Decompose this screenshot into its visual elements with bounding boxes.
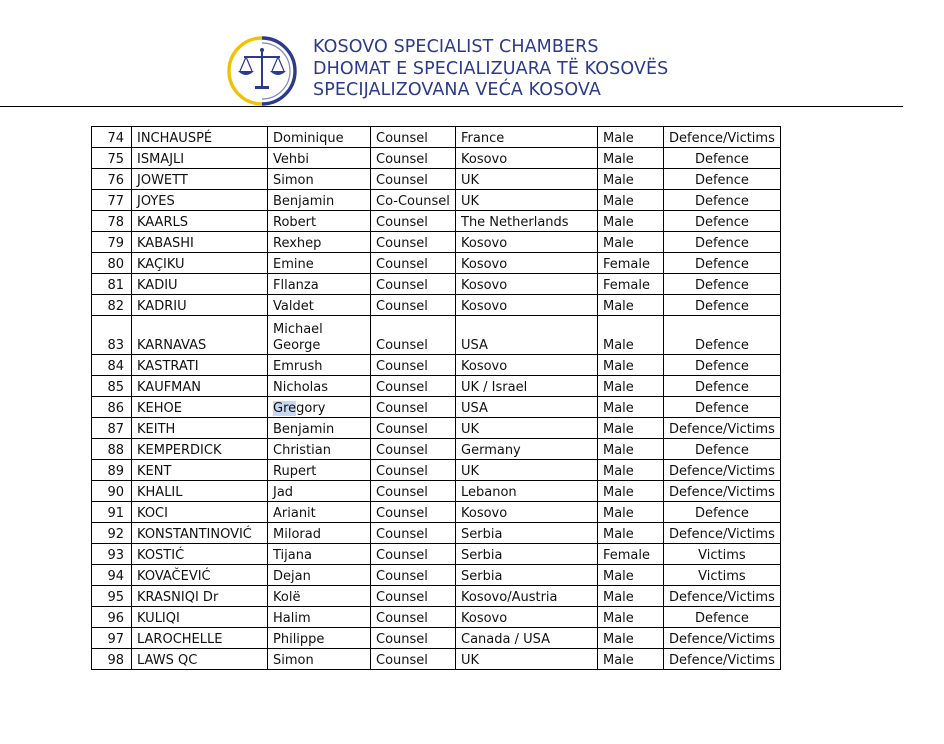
country-cell: Germany: [456, 439, 598, 460]
country-cell: UK: [456, 190, 598, 211]
role-cell: Counsel: [371, 148, 456, 169]
role-cell: Counsel: [371, 376, 456, 397]
side-cell: Defence/Victims: [664, 523, 781, 544]
table-row: [92, 274, 781, 295]
row-number: 85: [92, 376, 132, 397]
gender-cell: Male: [598, 295, 664, 316]
gender-cell: Male: [598, 502, 664, 523]
gender-cell: Female: [598, 274, 664, 295]
gender-cell: Male: [598, 481, 664, 502]
scales-of-justice-icon: [226, 35, 298, 107]
side-cell: Defence: [664, 439, 781, 460]
gender-cell: Male: [598, 190, 664, 211]
surname-cell: KOSTIĆ: [132, 544, 268, 565]
country-cell: Serbia: [456, 565, 598, 586]
table-row: [92, 544, 781, 565]
row-number: 80: [92, 253, 132, 274]
side-cell: Defence: [664, 397, 781, 418]
row-number: 79: [92, 232, 132, 253]
side-cell: Defence: [664, 190, 781, 211]
country-cell: Kosovo: [456, 502, 598, 523]
surname-cell: JOYES: [132, 190, 268, 211]
first-name-cell: Robert: [268, 211, 371, 232]
table-row: [92, 376, 781, 397]
gender-cell: Male: [598, 607, 664, 628]
country-cell: UK: [456, 460, 598, 481]
row-number: 94: [92, 565, 132, 586]
gender-cell: Male: [598, 169, 664, 190]
row-number: 74: [92, 127, 132, 148]
row-number: 98: [92, 649, 132, 670]
row-number: 89: [92, 460, 132, 481]
surname-cell: KONSTANTINOVIĆ: [132, 523, 268, 544]
role-cell: Counsel: [371, 628, 456, 649]
first-name-cell: Dominique: [268, 127, 371, 148]
first-name-cell: Benjamin: [268, 418, 371, 439]
table-row: [92, 523, 781, 544]
first-name-cell: [268, 397, 371, 418]
surname-cell: KRASNIQI Dr: [132, 586, 268, 607]
role-cell: Counsel: [371, 502, 456, 523]
role-cell: Counsel: [371, 649, 456, 670]
surname-cell: KABASHI: [132, 232, 268, 253]
table-row: [92, 127, 781, 148]
side-cell: Defence: [664, 211, 781, 232]
surname-cell: KHALIL: [132, 481, 268, 502]
surname-cell: LAROCHELLE: [132, 628, 268, 649]
role-cell: Counsel: [371, 523, 456, 544]
table-row: [92, 481, 781, 502]
country-cell: UK: [456, 649, 598, 670]
first-name-cell: Emrush: [268, 355, 371, 376]
side-cell: Defence: [664, 376, 781, 397]
side-cell: Defence: [664, 295, 781, 316]
gender-cell: Male: [598, 127, 664, 148]
row-number: 75: [92, 148, 132, 169]
row-number: 86: [92, 397, 132, 418]
surname-cell: KAUFMAN: [132, 376, 268, 397]
gender-cell: Male: [598, 439, 664, 460]
country-cell: Serbia: [456, 544, 598, 565]
side-cell: Victims: [664, 565, 781, 586]
surname-cell: KARNAVAS: [132, 316, 268, 355]
first-name-cell: Milorad: [268, 523, 371, 544]
table-row: [92, 355, 781, 376]
role-cell: Counsel: [371, 316, 456, 355]
first-name-cell: Fllanza: [268, 274, 371, 295]
row-number: 96: [92, 607, 132, 628]
country-cell: Kosovo: [456, 232, 598, 253]
table-row: [92, 232, 781, 253]
surname-cell: KEITH: [132, 418, 268, 439]
row-number: 93: [92, 544, 132, 565]
side-cell: Defence: [664, 502, 781, 523]
role-cell: Counsel: [371, 607, 456, 628]
role-cell: Counsel: [371, 253, 456, 274]
role-cell: Counsel: [371, 397, 456, 418]
org-name-english: KOSOVO SPECIALIST CHAMBERS: [313, 37, 599, 57]
country-cell: Kosovo: [456, 253, 598, 274]
side-cell: Defence: [664, 253, 781, 274]
table-row: [92, 439, 781, 460]
first-name-cell: Rupert: [268, 460, 371, 481]
role-cell: Counsel: [371, 439, 456, 460]
row-number: 76: [92, 169, 132, 190]
table-row: [92, 295, 781, 316]
side-cell: Defence/Victims: [664, 418, 781, 439]
role-cell: Counsel: [371, 274, 456, 295]
role-cell: Counsel: [371, 544, 456, 565]
gender-cell: Female: [598, 544, 664, 565]
row-number: 84: [92, 355, 132, 376]
row-number: 88: [92, 439, 132, 460]
first-name-cell: Dejan: [268, 565, 371, 586]
org-name-serbian: SPECIJALIZOVANA VEĆA KOSOVA: [313, 80, 601, 100]
row-number: 81: [92, 274, 132, 295]
first-name-cell: Valdet: [268, 295, 371, 316]
surname-cell: KEHOE: [132, 397, 268, 418]
country-cell: Kosovo: [456, 274, 598, 295]
role-cell: Counsel: [371, 211, 456, 232]
table-row: [92, 502, 781, 523]
country-cell: Lebanon: [456, 481, 598, 502]
role-cell: Counsel: [371, 460, 456, 481]
row-number: 83: [92, 316, 132, 355]
table-row: [92, 169, 781, 190]
role-cell: Counsel: [371, 586, 456, 607]
gender-cell: Female: [598, 253, 664, 274]
role-cell: Counsel: [371, 418, 456, 439]
country-cell: Kosovo: [456, 295, 598, 316]
side-cell: Defence: [664, 169, 781, 190]
surname-cell: KENT: [132, 460, 268, 481]
surname-cell: KAARLS: [132, 211, 268, 232]
first-name-cell: Jad: [268, 481, 371, 502]
first-name-cell: Nicholas: [268, 376, 371, 397]
document-header: [0, 0, 944, 108]
first-name-cell: Halim: [268, 607, 371, 628]
table-row: [92, 316, 781, 355]
country-cell: Kosovo: [456, 607, 598, 628]
surname-cell: KOCI: [132, 502, 268, 523]
row-number: 91: [92, 502, 132, 523]
row-number: 95: [92, 586, 132, 607]
surname-cell: KADIU: [132, 274, 268, 295]
table-row: [92, 460, 781, 481]
gender-cell: Male: [598, 586, 664, 607]
side-cell: Defence: [664, 232, 781, 253]
role-cell: Counsel: [371, 169, 456, 190]
country-cell: Kosovo: [456, 148, 598, 169]
country-cell: UK: [456, 169, 598, 190]
surname-cell: KASTRATI: [132, 355, 268, 376]
table-row: [92, 649, 781, 670]
first-name-cell: Tijana: [268, 544, 371, 565]
table-row: [92, 148, 781, 169]
table-row: [92, 586, 781, 607]
first-name-cell: Simon: [268, 169, 371, 190]
first-name-cell: Philippe: [268, 628, 371, 649]
first-name-cell: Rexhep: [268, 232, 371, 253]
role-cell: Counsel: [371, 295, 456, 316]
role-cell: Counsel: [371, 481, 456, 502]
first-name-rest: gory: [296, 401, 326, 416]
side-cell: Defence/Victims: [664, 649, 781, 670]
first-name-cell: Vehbi: [268, 148, 371, 169]
surname-cell: KAÇIKU: [132, 253, 268, 274]
table-row: [92, 418, 781, 439]
row-number: 90: [92, 481, 132, 502]
side-cell: Defence/Victims: [664, 628, 781, 649]
gender-cell: Male: [598, 148, 664, 169]
side-cell: Defence/Victims: [664, 586, 781, 607]
country-cell: USA: [456, 316, 598, 355]
gender-cell: Male: [598, 418, 664, 439]
row-number: 82: [92, 295, 132, 316]
surname-cell: KEMPERDICK: [132, 439, 268, 460]
table-row: [92, 607, 781, 628]
gender-cell: Male: [598, 649, 664, 670]
surname-cell: KULIQI: [132, 607, 268, 628]
country-cell: Kosovo/Austria: [456, 586, 598, 607]
gender-cell: Male: [598, 628, 664, 649]
side-cell: Defence/Victims: [664, 127, 781, 148]
first-name-cell: Simon: [268, 649, 371, 670]
side-cell: Defence: [664, 274, 781, 295]
side-cell: Defence/Victims: [664, 460, 781, 481]
org-name-albanian: DHOMAT E SPECIALIZUARA TË KOSOVËS: [313, 58, 669, 79]
country-cell: USA: [456, 397, 598, 418]
gender-cell: Male: [598, 355, 664, 376]
row-number: 87: [92, 418, 132, 439]
gender-cell: Male: [598, 211, 664, 232]
side-cell: Defence: [664, 355, 781, 376]
table-row: [92, 628, 781, 649]
row-number: 97: [92, 628, 132, 649]
country-cell: Serbia: [456, 523, 598, 544]
surname-cell: JOWETT: [132, 169, 268, 190]
table-row: [92, 211, 781, 232]
country-cell: UK: [456, 418, 598, 439]
side-cell: Victims: [664, 544, 781, 565]
first-name-cell: [268, 316, 371, 355]
side-cell: Defence/Victims: [664, 481, 781, 502]
surname-cell: ISMAJLI: [132, 148, 268, 169]
gender-cell: Male: [598, 397, 664, 418]
role-cell: Counsel: [371, 565, 456, 586]
role-cell: Counsel: [371, 355, 456, 376]
surname-cell: LAWS QC: [132, 649, 268, 670]
role-cell: Co-Counsel: [371, 190, 456, 211]
country-cell: The Netherlands: [456, 211, 598, 232]
surname-cell: KOVAČEVIĆ: [132, 565, 268, 586]
gender-cell: Male: [598, 460, 664, 481]
table-row: [92, 397, 781, 418]
country-cell: Kosovo: [456, 355, 598, 376]
country-cell: Canada / USA: [456, 628, 598, 649]
gender-cell: Male: [598, 232, 664, 253]
gender-cell: Male: [598, 376, 664, 397]
first-name-cell: Benjamin: [268, 190, 371, 211]
role-cell: Counsel: [371, 127, 456, 148]
organization-name: [313, 37, 668, 102]
first-name-cell: Arianit: [268, 502, 371, 523]
gender-cell: Male: [598, 316, 664, 355]
table-row: [92, 253, 781, 274]
side-cell: Defence: [664, 316, 781, 355]
gender-cell: Male: [598, 565, 664, 586]
table-row: [92, 565, 781, 586]
country-cell: France: [456, 127, 598, 148]
row-number: 77: [92, 190, 132, 211]
row-number: 78: [92, 211, 132, 232]
role-cell: Counsel: [371, 232, 456, 253]
table-row: [92, 190, 781, 211]
text-selection-highlight: Gre: [273, 401, 297, 416]
first-name-cell: Christian: [268, 439, 371, 460]
first-name-line: Michael George: [273, 322, 323, 353]
gender-cell: Male: [598, 523, 664, 544]
surname-cell: INCHAUSPÉ: [132, 127, 268, 148]
side-cell: Defence: [664, 148, 781, 169]
first-name-cell: Emine: [268, 253, 371, 274]
side-cell: Defence: [664, 607, 781, 628]
counsel-list-table: [91, 126, 781, 670]
surname-cell: KADRIU: [132, 295, 268, 316]
header-divider: [0, 106, 903, 107]
first-name-cell: Kolë: [268, 586, 371, 607]
country-cell: UK / Israel: [456, 376, 598, 397]
row-number: 92: [92, 523, 132, 544]
